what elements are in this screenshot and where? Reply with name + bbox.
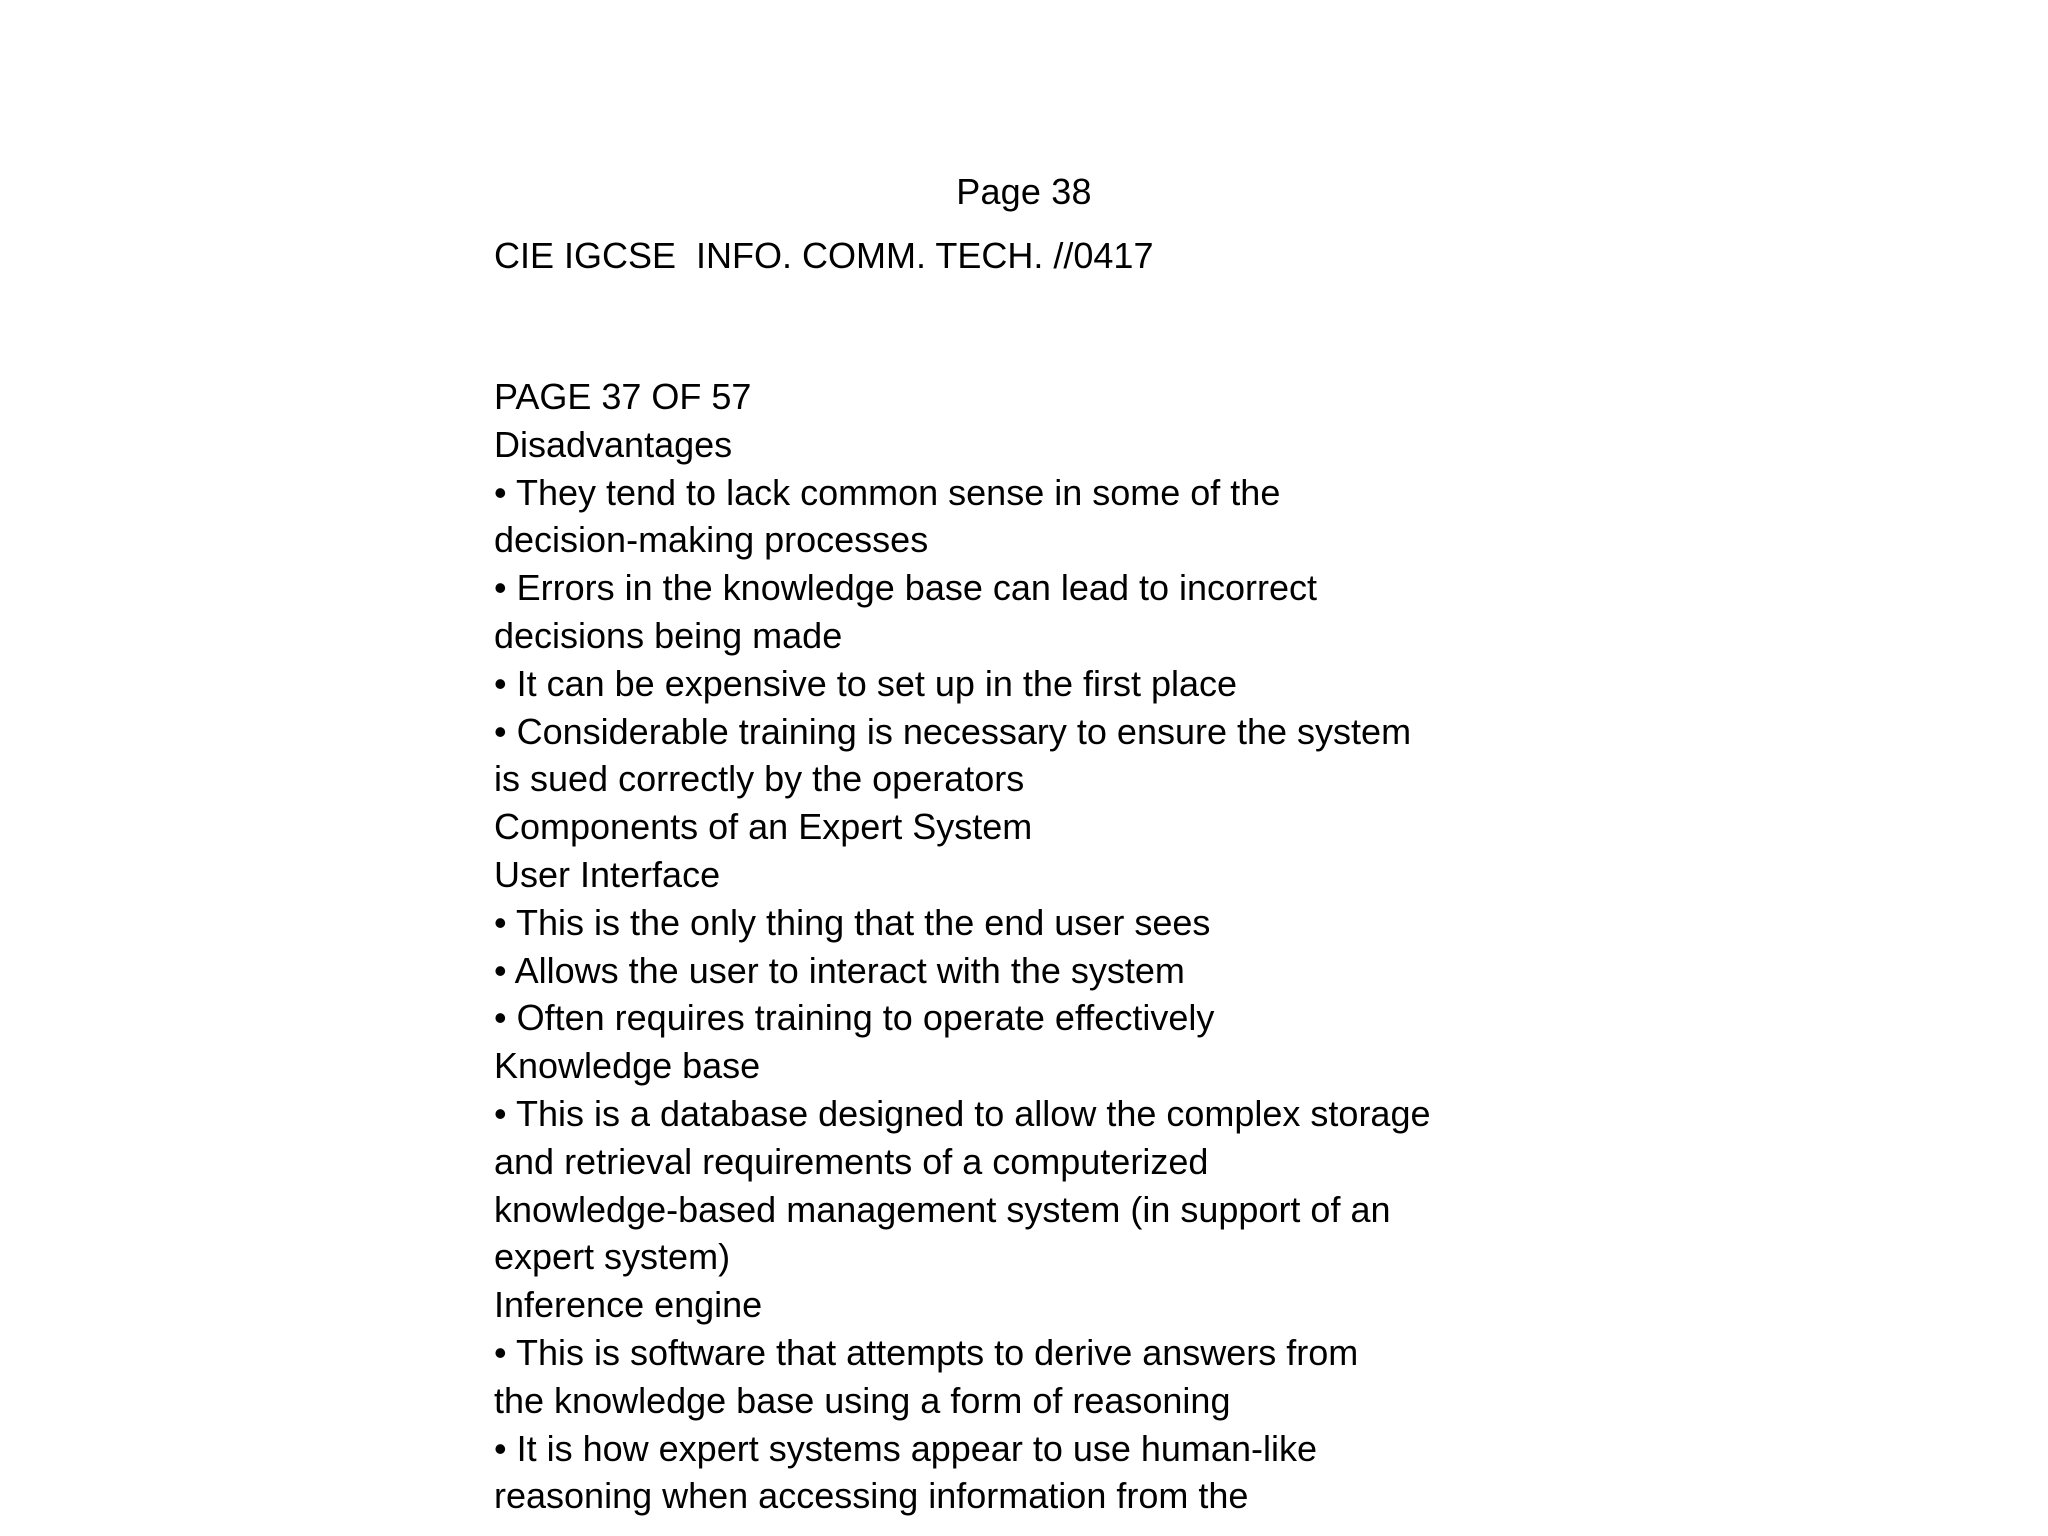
bullet-continuation: the knowledge base using a form of reasoning (494, 1379, 1231, 1421)
page-number: Page 38 (956, 171, 1092, 212)
bullet-line: • This is the only thing that the end user sees (494, 901, 1211, 943)
bullet-line: • Errors in the knowledge base can lead to incorrect (494, 567, 1318, 609)
section-heading-disadvantages: Disadvantages (494, 423, 733, 465)
bullet-line: • They tend to lack common sense in some of the (494, 471, 1281, 513)
bullet-line: • This is software that attempts to derive answers from (494, 1331, 1359, 1373)
bullet-continuation: expert system) (494, 1236, 731, 1278)
bullet-continuation: is sued correctly by the operators (494, 758, 1025, 800)
subheading-inference-engine: Inference engine (494, 1284, 763, 1326)
bullet-line: • It can be expensive to set up in the first place (494, 662, 1238, 704)
bullet-line: • Allows the user to interact with the system (494, 949, 1185, 991)
bullet-continuation: and retrieval requirements of a computerized (494, 1140, 1209, 1182)
bullet-continuation: reasoning when accessing information from the (494, 1475, 1249, 1517)
page-count-line: PAGE 37 OF 57 (494, 376, 752, 417)
section-heading-components: Components of an Expert System (494, 806, 1033, 848)
document-body (494, 373, 1494, 1520)
bullet-continuation: decisions being made (494, 614, 843, 656)
bullet-line: • It is how expert systems appear to use human-like (494, 1427, 1317, 1469)
bullet-line: • Often requires training to operate effectively (494, 997, 1215, 1039)
bullet-continuation: decision-making processes (494, 519, 929, 561)
bullet-line: • This is a database designed to allow the complex storage (494, 1092, 1431, 1134)
document-header: CIE IGCSE INFO. COMM. TECH. //0417 (494, 235, 1154, 276)
bullet-line: • Considerable training is necessary to ensure the system (494, 710, 1412, 752)
bullet-continuation: knowledge-based management system (in support of an (494, 1188, 1391, 1230)
subheading-knowledge-base: Knowledge base (494, 1045, 761, 1087)
subheading-user-interface: User Interface (494, 853, 721, 895)
